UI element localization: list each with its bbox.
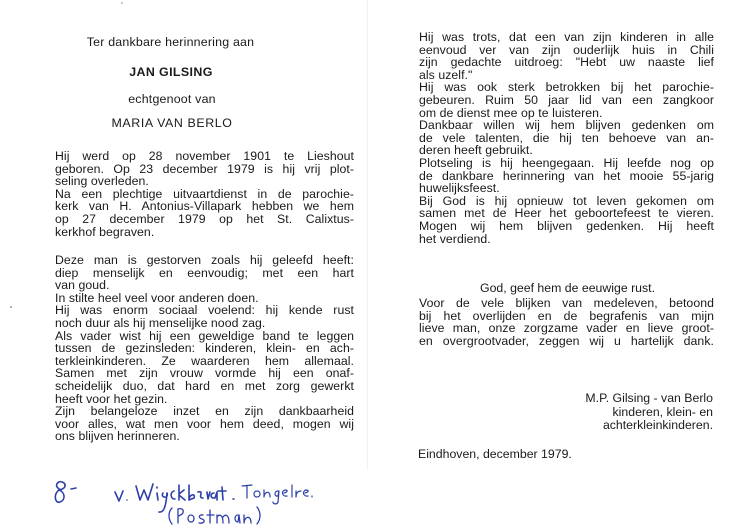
- tribute-line: terkleinkinderen. Ze waarderen hem allemaal.: [55, 353, 354, 368]
- tribute-line: noch duur als hij menselijke nood zag.: [55, 315, 266, 330]
- remembrance-line: Hij was trots, dat een van zijn kinderen in alle: [419, 30, 714, 44]
- remembrance-line: huwelijksfeest.: [419, 181, 500, 196]
- handwritten-number: [55, 482, 65, 503]
- tribute-line: In stilte heel veel voor anderen doen.: [55, 290, 259, 305]
- thanks-line: bij het overlijden en de begrafenis van mijn: [419, 308, 714, 323]
- tribute-paragraph: [55, 254, 354, 443]
- remembrance-line: samen met de Heer het geboortefeest te vieren.: [419, 206, 714, 221]
- thanks-paragraph: [419, 297, 714, 347]
- tribute-line: diep menselijk en eenvoudig; met een hart: [55, 265, 354, 280]
- tribute-line: tussen de gezinsleden: kinderen, klein- en ach-: [55, 341, 354, 356]
- biography-line: Hij werd op 28 november 1901 te Lieshout: [55, 149, 354, 163]
- closing-prayer: God, geef hem de eeuwige rust.: [480, 281, 655, 295]
- remembrance-line: als uzelf.": [419, 67, 473, 82]
- tribute-line: van goud.: [55, 278, 110, 293]
- left-card-page: [0, 0, 367, 470]
- scan-speck: [121, 2, 123, 4]
- remembrance-line: Plotseling is hij heengegaan. Hij leefde nog op: [419, 155, 714, 170]
- remembrance-line: de dankbare herinnering van het mooie 55-jarig: [419, 168, 714, 183]
- dedication-intro: Ter dankbare herinnering aan: [86, 35, 255, 49]
- remembrance-line: Mogen wij hem blijven gedenken. Hij heeft: [419, 218, 714, 233]
- tribute-line: heeft voor het gezin.: [55, 391, 168, 406]
- handwritten-district-word: [242, 485, 312, 504]
- biography-line: seling overleden.: [55, 174, 149, 189]
- handwritten-postman-word: [169, 507, 260, 524]
- tribute-line: Zijn belangeloze inzet en zijn dankbaarheid: [55, 404, 354, 419]
- spouse-relation: echtgenoot van: [128, 92, 216, 106]
- remembrance-line: Dankbaar willen wij hem blijven gedenken om: [419, 118, 714, 133]
- right-card-page: [368, 0, 735, 470]
- family-signature: [563, 392, 713, 433]
- spouse-name: MARIA VAN BERLO: [111, 116, 233, 130]
- biography-paragraph: [55, 150, 354, 238]
- handwritten-street-word: [136, 484, 226, 512]
- tribute-line: Als vader wist hij een geweldige band te leggen: [55, 328, 354, 343]
- biography-line: kerk van H. Antonius-Villapark hebben we hem: [55, 199, 354, 214]
- signature-line: achterkleinkinderen.: [602, 418, 713, 432]
- remembrance-line: Hij was ook sterk betrokken bij het parochie-: [419, 80, 714, 95]
- handwritten-address-note: [48, 476, 408, 528]
- remembrance-line: gebeuren. Ruim 50 jaar lid van een zangkoor: [419, 92, 714, 107]
- biography-line: kerkhof begraven.: [55, 224, 155, 239]
- handwritten-v: [115, 491, 123, 501]
- remembrance-line: zijn gedachte uitdroeg: "Hebt uw naaste lief: [419, 55, 714, 70]
- handwritten-dot: [126, 499, 128, 501]
- biography-line: Na een plechtige uitvaartdienst in de parochie-: [55, 186, 354, 201]
- tribute-line: scheidelijk duo, dat hard en met zorg gewerkt: [55, 378, 354, 393]
- thanks-line: lieve man, onze zorgzame vader en lieve groot-: [419, 321, 714, 336]
- remembrance-line: Bij God is hij opnieuw tot leven gekomen om: [419, 193, 714, 208]
- scan-speck: [10, 306, 12, 308]
- tribute-line: ons blijven herinneren.: [55, 429, 180, 444]
- tribute-line: Hij was enorm sociaal voelend: hij kende rust: [55, 303, 354, 318]
- remembrance-line: om de dienst mee op te luisteren.: [419, 105, 603, 120]
- remembrance-line: de vele talenten, die hij ten behoeve van an-: [419, 130, 714, 145]
- remembrance-line: deren heeft gebruikt.: [419, 143, 533, 158]
- signature-line: M.P. Gilsing - van Berlo: [585, 391, 713, 405]
- handwritten-dash: [71, 488, 76, 489]
- tribute-line: Deze man is gestorven zoals hij geleefd heeft:: [55, 253, 354, 267]
- handwriting-strokes: [55, 482, 312, 524]
- place-date: Eindhoven, december 1979.: [418, 447, 572, 461]
- thanks-line: en overgrootvader, zeggen wij u hartelijk dank.: [419, 333, 714, 348]
- deceased-name: JAN GILSING: [129, 65, 213, 79]
- biography-line: op 27 december 1979 op het St. Calixtus-: [55, 211, 354, 226]
- remembrance-line: eenvoud ver van zijn ouderlijk huis in Chili: [419, 42, 714, 57]
- remembrance-paragraph: [419, 31, 714, 245]
- remembrance-line: het verdiend.: [419, 231, 491, 246]
- biography-line: geboren. Op 23 december 1979 is hij vrij plot-: [55, 161, 354, 176]
- tribute-line: Samen met zijn vrouw vormde hij een onaf-: [55, 366, 354, 381]
- thanks-line: Voor de vele blijken van medeleven, betoond: [419, 296, 714, 310]
- signature-line: kinderen, klein- en: [612, 404, 713, 419]
- tribute-line: voor alles, wat men voor hem deed, mogen wij: [55, 416, 354, 431]
